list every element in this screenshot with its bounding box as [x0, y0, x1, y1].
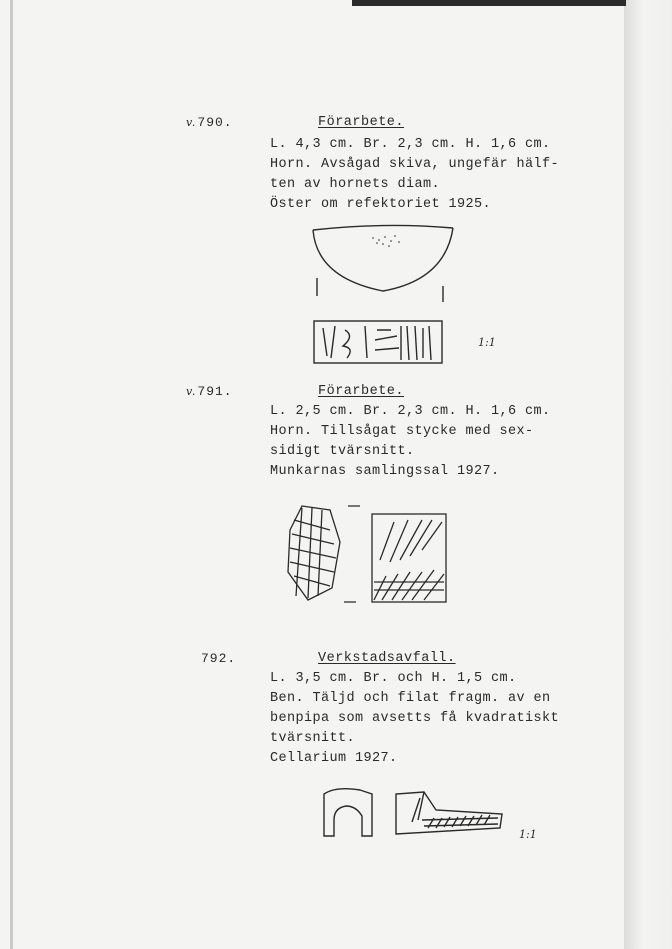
- entry-791-line: sidigt tvärsnitt.: [270, 444, 415, 459]
- entry-792-line: benpipa som avsetts få kvadratiskt: [270, 711, 560, 726]
- entry-790-scale: 1:1: [478, 336, 496, 349]
- entry-790-heading: Förarbete.: [318, 115, 405, 130]
- entry-791-heading: Förarbete.: [318, 384, 405, 399]
- entry-791-line: Horn. Tillsågat stycke med sex-: [270, 424, 534, 439]
- entry-791-number: v.791.: [186, 384, 233, 399]
- entry-792-heading: Verkstadsavfall.: [318, 651, 456, 666]
- entry-790-line: ten av hornets diam.: [270, 177, 441, 192]
- entry-792-number: 792.: [201, 651, 237, 666]
- entry-790-prefix: v.: [186, 116, 197, 129]
- sketch-792: [316, 782, 511, 842]
- entry-792-line: tvärsnitt.: [270, 731, 356, 746]
- entry-792-line: L. 3,5 cm. Br. och H. 1,5 cm.: [270, 671, 517, 686]
- entry-791-line: Munkarnas samlingssal 1927.: [270, 464, 500, 479]
- entry-792-line: Ben. Täljd och filat fragm. av en: [270, 691, 551, 706]
- entry-790-line: L. 4,3 cm. Br. 2,3 cm. H. 1,6 cm.: [270, 137, 551, 152]
- entry-791-prefix: v.: [186, 385, 197, 398]
- entry-790-line: Öster om refektoriet 1925.: [270, 197, 492, 212]
- sketch-790: [305, 218, 465, 368]
- entry-790-line: Horn. Avsågad skiva, ungefär hälf-: [270, 157, 560, 172]
- page-edge-shadow: [624, 0, 672, 949]
- entry-790-number: v.790.: [186, 115, 233, 130]
- entry-792-line: Cellarium 1927.: [270, 751, 398, 766]
- sketch-791: [282, 500, 457, 610]
- binding-edge: [10, 0, 13, 949]
- entry-792-scale: 1:1: [519, 828, 537, 841]
- entry-791-line: L. 2,5 cm. Br. 2,3 cm. H. 1,6 cm.: [270, 404, 551, 419]
- top-dark-bar: [352, 0, 626, 6]
